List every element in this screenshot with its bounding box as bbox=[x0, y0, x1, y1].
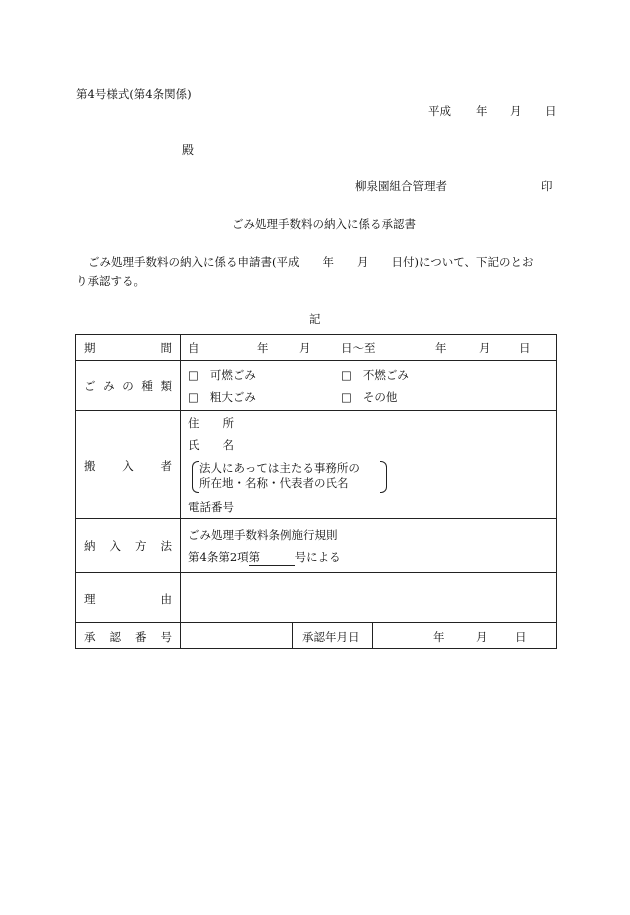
date-year: 年 bbox=[476, 104, 488, 118]
date-month: 月 bbox=[510, 104, 522, 118]
period-day-to: 日〜至 bbox=[341, 341, 376, 355]
form-number: 第4号様式(第4条関係) bbox=[76, 87, 192, 101]
checkbox-icon: □ bbox=[188, 390, 199, 404]
date-era: 平成 bbox=[428, 104, 451, 118]
phone-label: 電話番号 bbox=[188, 500, 234, 514]
period-from: 自 bbox=[188, 341, 200, 355]
checkbox-icon: □ bbox=[341, 390, 352, 404]
date-day: 日 bbox=[545, 104, 557, 118]
period-label: 期 間 bbox=[84, 341, 172, 355]
option-nonburnable[interactable]: □ 不燃ごみ bbox=[341, 368, 409, 382]
garbage-type-label: ご み の 種 類 bbox=[84, 379, 172, 393]
period-day-2: 日 bbox=[519, 341, 531, 355]
corp-note: 法人にあっては主たる事務所の 所在地・名称・代表者の氏名 bbox=[199, 461, 360, 490]
approval-day: 日 bbox=[515, 630, 527, 644]
option-other[interactable]: □ その他 bbox=[341, 390, 398, 404]
ki-heading: 記 bbox=[309, 312, 321, 326]
carrier-label: 搬 入 者 bbox=[84, 459, 172, 473]
approval-number-label: 承 認 番 号 bbox=[84, 630, 172, 644]
method-line-2: 第4条第2項第 号による bbox=[188, 550, 341, 564]
body-line-1: ごみ処理手数料の納入に係る申請書(平成 年 月 日付)について、下記のとお bbox=[88, 255, 534, 269]
clause-number-field[interactable]: 第 bbox=[248, 550, 295, 564]
bracket-right bbox=[380, 461, 387, 493]
period-month-2: 月 bbox=[479, 341, 491, 355]
document-title: ごみ処理手数料の納入に係る承認書 bbox=[232, 217, 416, 231]
bracket-left bbox=[192, 461, 199, 493]
name-label: 氏 名 bbox=[188, 438, 234, 452]
period-year: 年 bbox=[257, 341, 269, 355]
body-line-2: り承認する。 bbox=[76, 274, 145, 288]
address-label: 住 所 bbox=[188, 416, 234, 430]
method-line-1: ごみ処理手数料条例施行規則 bbox=[188, 528, 338, 542]
checkbox-icon: □ bbox=[188, 368, 199, 382]
checkbox-icon: □ bbox=[341, 368, 352, 382]
approval-year: 年 bbox=[433, 630, 445, 644]
option-burnable[interactable]: □ 可燃ごみ bbox=[188, 368, 256, 382]
issuer: 柳泉園組合管理者 bbox=[355, 179, 447, 193]
approval-date-label: 承認年月日 bbox=[302, 630, 360, 644]
addressee-suffix: 殿 bbox=[182, 143, 195, 157]
period-year-2: 年 bbox=[435, 341, 447, 355]
option-oversized[interactable]: □ 粗大ごみ bbox=[188, 390, 256, 404]
method-label: 納 入 方 法 bbox=[84, 539, 172, 553]
reason-label: 理 由 bbox=[84, 592, 172, 606]
approval-month: 月 bbox=[476, 630, 488, 644]
period-month: 月 bbox=[299, 341, 311, 355]
seal-mark: 印 bbox=[541, 179, 553, 193]
